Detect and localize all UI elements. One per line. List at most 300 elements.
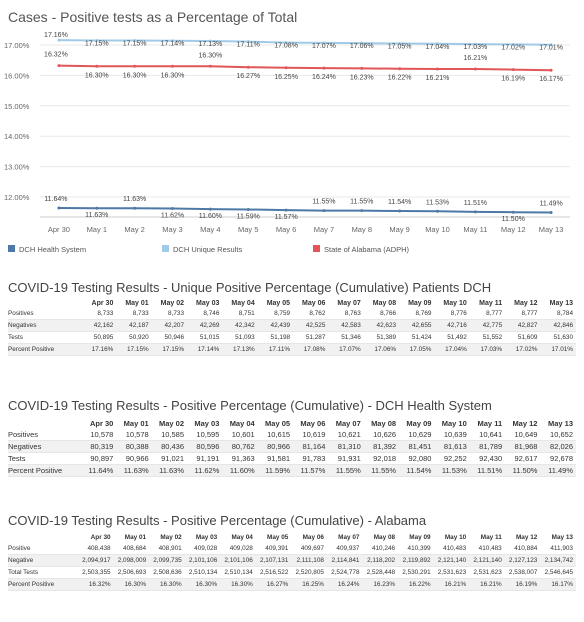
data-point [209, 65, 212, 68]
x-tick-label: May 4 [200, 225, 221, 234]
table-cell: 16.21% [434, 579, 470, 591]
table-cell: 81,392 [364, 441, 399, 453]
row-label: Negatives [8, 441, 81, 453]
table-cell: 8,777 [505, 308, 540, 320]
column-header: May 12 [514, 299, 538, 307]
data-label: 11.53% [425, 199, 450, 207]
table-cell: 51,389 [364, 332, 399, 344]
table-cell: 90,966 [116, 453, 151, 465]
data-label: 17.01% [539, 44, 563, 52]
column-header: May 12 [515, 534, 538, 541]
table-cell: 2,538,007 [505, 567, 541, 579]
table-cell: 8,769 [399, 308, 434, 320]
data-point [171, 207, 174, 210]
table-cell: 91,783 [293, 453, 328, 465]
table-row [8, 543, 576, 555]
data-point [247, 208, 250, 211]
table-cell: 81,310 [328, 441, 363, 453]
data-point [474, 68, 477, 71]
data-point [285, 209, 288, 212]
row-label: Tests [8, 453, 81, 465]
x-tick-label: May 3 [162, 225, 183, 234]
x-tick-label: May 1 [86, 225, 108, 234]
table-cell: 17.03% [470, 344, 505, 356]
x-tick-label: May 9 [389, 225, 410, 234]
table-cell: 17.04% [434, 344, 469, 356]
data-point [360, 67, 363, 70]
data-label: 17.15% [84, 40, 109, 48]
column-header: May 13 [547, 419, 573, 428]
table-cell: 91,581 [258, 453, 293, 465]
column-header: May 08 [372, 299, 397, 307]
data-label: 11.63% [85, 212, 109, 220]
data-point [360, 209, 363, 212]
table-alabama [8, 532, 576, 591]
table-cell: 10,639 [434, 429, 469, 441]
table-row [8, 453, 576, 465]
table-cell: 411,903 [540, 543, 576, 555]
data-label: 16.23% [349, 74, 374, 82]
table-cell: 2,503,355 [78, 567, 114, 579]
table-cell: 11.55% [364, 465, 399, 477]
table-row [8, 579, 576, 591]
series-line-2 [59, 66, 551, 71]
y-tick-label: 17.00% [4, 41, 30, 50]
data-point [550, 211, 553, 214]
x-tick-label: May 13 [538, 225, 564, 234]
table-cell: 10,629 [399, 429, 434, 441]
table-cell: 11.59% [258, 465, 293, 477]
table-cell: 42,716 [434, 320, 469, 332]
data-label: 11.59% [236, 213, 260, 221]
table-cell: 8,746 [187, 308, 222, 320]
data-point [95, 65, 98, 68]
table-cell: 51,609 [505, 332, 540, 344]
data-label: 11.54% [388, 198, 412, 206]
data-point [133, 207, 136, 210]
table-cell: 11.49% [540, 465, 576, 477]
table-cell: 16.30% [185, 579, 221, 591]
table-cell: 409,391 [256, 543, 292, 555]
column-header: Apr 30 [91, 299, 114, 307]
table-cell: 8,766 [364, 308, 399, 320]
data-label: 16.30% [84, 72, 109, 80]
data-point [57, 206, 60, 209]
table-cell: 10,621 [328, 429, 363, 441]
data-label: 17.04% [425, 43, 450, 51]
table-cell: 42,439 [258, 320, 293, 332]
column-header: May 04 [231, 299, 255, 307]
table-cell: 410,884 [505, 543, 541, 555]
table-unique-positive [8, 298, 576, 356]
data-point [322, 67, 325, 70]
table-row [8, 567, 576, 579]
table-cell: 16.21% [469, 579, 505, 591]
x-tick-label: May 12 [500, 225, 526, 234]
table-row [8, 320, 576, 332]
table-cell: 2,510,134 [185, 567, 221, 579]
table-cell: 42,525 [293, 320, 328, 332]
table-cell: 8,763 [328, 308, 363, 320]
table-cell: 42,583 [328, 320, 363, 332]
table-cell: 11.64% [81, 465, 116, 477]
data-label: 16.21% [425, 75, 450, 83]
table-cell: 408,901 [149, 543, 185, 555]
table-cell: 2,520,805 [291, 567, 327, 579]
table-cell: 17.15% [152, 344, 187, 356]
table-cell: 2,127,123 [505, 555, 541, 567]
column-header: May 05 [267, 534, 289, 541]
table-cell: 11.63% [116, 465, 151, 477]
table-cell: 409,697 [291, 543, 327, 555]
legend-swatch [8, 245, 15, 252]
table-cell: 17.11% [258, 344, 293, 356]
table-cell: 42,162 [81, 320, 116, 332]
table-cell: 17.16% [81, 344, 116, 356]
column-header: Apr 30 [90, 419, 114, 428]
table-cell: 16.17% [540, 579, 576, 591]
data-label: 11.51% [463, 199, 487, 207]
table-cell: 92,617 [505, 453, 540, 465]
table-cell: 2,528,448 [363, 567, 399, 579]
table-cell: 2,510,134 [220, 567, 256, 579]
table-cell: 8,733 [116, 308, 151, 320]
y-tick-label: 14.00% [4, 132, 30, 142]
column-header: May 02 [160, 534, 182, 541]
table-cell: 42,846 [540, 320, 576, 332]
table-cell: 10,641 [470, 429, 505, 441]
legend-label: DCH Health System [19, 245, 87, 254]
table-row [8, 332, 576, 344]
column-header: May 10 [444, 534, 467, 541]
table-cell: 409,937 [327, 543, 363, 555]
table-cell: 11.50% [505, 465, 540, 477]
table-row [8, 465, 576, 477]
table-cell: 2,099,735 [149, 555, 185, 567]
table-cell: 91,021 [152, 453, 187, 465]
table-cell: 8,733 [152, 308, 187, 320]
column-header: May 09 [408, 299, 432, 307]
data-point [209, 208, 212, 211]
table-cell: 16.24% [327, 579, 363, 591]
data-label: 17.16% [44, 32, 68, 40]
table-cell: 81,613 [434, 441, 469, 453]
column-header: May 01 [123, 419, 149, 428]
table-cell: 17.02% [505, 344, 540, 356]
table-cell: 2,121,140 [434, 555, 470, 567]
table-cell: 2,516,522 [256, 567, 292, 579]
table-cell: 17.08% [293, 344, 328, 356]
x-tick-label: May 5 [237, 225, 259, 234]
data-label: 16.22% [387, 74, 412, 82]
table-title-alabama: COVID-19 Testing Results - Positive Percentage (Cumulative) - Alabama [8, 513, 427, 528]
table-cell: 90,897 [81, 453, 116, 465]
table-cell: 81,451 [399, 441, 434, 453]
data-label: 11.55% [350, 198, 374, 206]
column-header: May 06 [300, 419, 326, 428]
table-cell: 16.27% [256, 579, 292, 591]
table-cell: 17.14% [187, 344, 222, 356]
column-header: May 01 [124, 534, 147, 541]
table-cell: 8,762 [293, 308, 328, 320]
header-blank [8, 298, 81, 308]
data-label: 16.30% [198, 52, 223, 60]
table-cell: 92,678 [540, 453, 576, 465]
data-point [436, 210, 439, 213]
data-point [512, 68, 515, 71]
data-point [133, 65, 136, 68]
column-header: May 04 [231, 534, 253, 541]
table-cell: 8,784 [540, 308, 576, 320]
series-line-0 [59, 208, 551, 213]
x-tick-label: May 10 [425, 225, 450, 234]
data-label: 16.25% [274, 73, 298, 81]
legend-swatch [162, 245, 169, 252]
table-cell: 17.01% [540, 344, 576, 356]
legend-label: State of Alabama (ADPH) [324, 245, 410, 254]
table-cell: 51,424 [399, 332, 434, 344]
table-cell: 51,346 [328, 332, 363, 344]
table-cell: 16.19% [505, 579, 541, 591]
table-cell: 80,388 [116, 441, 151, 453]
table-cell: 410,399 [398, 543, 434, 555]
column-header: May 03 [196, 299, 220, 307]
table-cell: 10,649 [505, 429, 540, 441]
column-header: May 08 [371, 419, 397, 428]
table-cell: 80,596 [187, 441, 222, 453]
x-tick-label: Apr 30 [47, 225, 70, 234]
data-label: 17.02% [501, 44, 526, 52]
table-cell: 91,191 [187, 453, 222, 465]
table-cell: 17.13% [222, 344, 257, 356]
table-cell: 409,028 [220, 543, 256, 555]
table-cell: 51,287 [293, 332, 328, 344]
column-header: May 02 [160, 299, 185, 307]
table-cell: 10,615 [258, 429, 293, 441]
data-label: 16.30% [122, 72, 147, 80]
table-cell: 2,119,892 [398, 555, 434, 567]
row-label: Negative [8, 555, 78, 567]
column-header: May 12 [512, 419, 538, 428]
row-label: Percent Positive [8, 344, 81, 356]
column-header: May 08 [373, 534, 396, 541]
table-cell: 51,198 [258, 332, 293, 344]
table-cell: 50,895 [81, 332, 116, 344]
column-header: May 13 [551, 534, 573, 541]
table-cell: 80,319 [81, 441, 116, 453]
table-cell: 2,524,778 [327, 567, 363, 579]
column-header: May 05 [265, 419, 291, 428]
table-cell: 408,438 [78, 543, 114, 555]
column-header: May 09 [409, 534, 431, 541]
table-cell: 82,026 [540, 441, 576, 453]
table-cell: 2,118,202 [363, 555, 399, 567]
table-cell: 51,492 [434, 332, 469, 344]
data-point [95, 207, 98, 210]
column-header: May 11 [479, 299, 503, 307]
data-label: 17.13% [198, 41, 223, 49]
x-tick-label: May 11 [463, 225, 488, 234]
data-label: 17.07% [312, 42, 336, 50]
table-cell: 16.23% [363, 579, 399, 591]
table-title-dch: COVID-19 Testing Results - Positive Percentage (Cumulative) - DCH Health System [8, 398, 492, 413]
table-cell: 42,827 [505, 320, 540, 332]
data-label: 16.17% [539, 76, 563, 84]
table-cell: 11.53% [434, 465, 469, 477]
table-cell: 10,578 [116, 429, 151, 441]
row-label: Positives [8, 429, 81, 441]
table-cell: 8,776 [434, 308, 469, 320]
table-cell: 16.32% [78, 579, 114, 591]
column-header: May 10 [443, 299, 467, 307]
table-cell: 2,114,841 [327, 555, 363, 567]
line-chart [0, 0, 584, 262]
column-header: May 10 [441, 419, 467, 428]
column-header: May 09 [406, 419, 432, 428]
table-cell: 91,931 [328, 453, 363, 465]
row-label: Total Tests [8, 567, 78, 579]
y-tick-label: 12.00% [4, 193, 30, 202]
table-row [8, 308, 576, 320]
data-point [550, 69, 553, 72]
table-cell: 8,777 [470, 308, 505, 320]
legend-swatch [313, 245, 320, 252]
data-point [436, 68, 439, 71]
table-row [8, 555, 576, 567]
table-cell: 42,187 [116, 320, 151, 332]
data-point [322, 209, 325, 212]
table-cell: 50,920 [116, 332, 151, 344]
table-cell: 92,252 [434, 453, 469, 465]
data-point [247, 66, 250, 69]
table-cell: 17.05% [399, 344, 434, 356]
table-cell: 16.22% [398, 579, 434, 591]
column-header: May 07 [335, 419, 361, 428]
column-header: May 03 [195, 534, 218, 541]
table-cell: 17.07% [328, 344, 363, 356]
table-cell: 11.54% [399, 465, 434, 477]
table-cell: 11.57% [293, 465, 328, 477]
x-tick-label: May 8 [351, 225, 373, 234]
data-label: 17.05% [387, 43, 412, 51]
table-cell: 2,101,106 [220, 555, 256, 567]
data-label: 16.32% [44, 51, 68, 59]
data-point [171, 65, 174, 68]
data-label: 17.14% [160, 40, 185, 48]
table-cell: 2,508,636 [149, 567, 185, 579]
table-cell: 42,207 [152, 320, 187, 332]
data-label: 16.27% [236, 73, 261, 81]
row-label: Percent Positive [8, 579, 78, 591]
table-cell: 11.55% [328, 465, 363, 477]
column-header: May 07 [338, 534, 360, 541]
table-cell: 410,246 [363, 543, 399, 555]
y-tick-label: 13.00% [4, 162, 30, 172]
data-label: 16.19% [501, 75, 526, 83]
column-header: May 05 [266, 299, 291, 307]
table-cell: 42,269 [187, 320, 222, 332]
data-label: 17.03% [463, 44, 488, 52]
table-cell: 92,430 [470, 453, 505, 465]
table-row [8, 429, 576, 441]
data-label: 16.24% [312, 74, 336, 82]
table-cell: 10,585 [152, 429, 187, 441]
table-cell: 10,626 [364, 429, 399, 441]
column-header: May 11 [477, 419, 503, 428]
column-header: May 06 [302, 299, 326, 307]
column-header: May 13 [549, 299, 573, 307]
table-cell: 16.25% [291, 579, 327, 591]
legend-label: DCH Unique Results [173, 245, 243, 254]
x-tick-label: May 7 [313, 225, 335, 234]
table-cell: 16.30% [220, 579, 256, 591]
data-point [57, 64, 60, 67]
data-point [474, 210, 477, 213]
column-header: May 04 [229, 419, 255, 428]
table-cell: 11.63% [152, 465, 187, 477]
table-cell: 80,966 [258, 441, 293, 453]
data-label: 11.62% [160, 212, 185, 220]
table-cell: 17.15% [116, 344, 151, 356]
table-cell: 80,436 [152, 441, 187, 453]
x-tick-label: May 6 [275, 225, 297, 234]
table-cell: 2,094,917 [78, 555, 114, 567]
data-label: 16.21% [463, 55, 488, 63]
header-blank [8, 532, 78, 543]
table-cell: 50,946 [152, 332, 187, 344]
row-label: Percent Positive [8, 465, 81, 477]
table-cell: 42,655 [399, 320, 434, 332]
table-cell: 51,552 [470, 332, 505, 344]
data-label: 16.30% [160, 72, 185, 80]
table-cell: 10,595 [187, 429, 222, 441]
table-row [8, 344, 576, 356]
table-dch-health-system [8, 418, 576, 477]
table-cell: 17.06% [364, 344, 399, 356]
table-cell: 8,751 [222, 308, 257, 320]
table-cell: 10,619 [293, 429, 328, 441]
table-cell: 51,015 [187, 332, 222, 344]
y-tick-label: 16.00% [4, 71, 30, 81]
data-label: 11.60% [198, 213, 222, 221]
table-cell: 2,111,108 [291, 555, 327, 567]
row-label: Positive [8, 543, 78, 555]
header-blank [8, 418, 81, 429]
data-label: 17.06% [349, 43, 374, 51]
table-cell: 8,733 [81, 308, 116, 320]
row-label: Positives [8, 308, 81, 320]
table-cell: 92,080 [399, 453, 434, 465]
table-cell: 2,546,645 [540, 567, 576, 579]
table-cell: 42,775 [470, 320, 505, 332]
y-tick-label: 15.00% [4, 101, 30, 111]
table-cell: 2,121,140 [469, 555, 505, 567]
data-label: 11.50% [501, 216, 525, 224]
table-cell: 81,968 [505, 441, 540, 453]
table-cell: 51,630 [540, 332, 576, 344]
row-label: Tests [8, 332, 81, 344]
table-title-unique: COVID-19 Testing Results - Unique Positive Percentage (Cumulative) Patients DCH [8, 280, 492, 295]
data-point [285, 66, 288, 69]
data-point [398, 67, 401, 70]
table-cell: 91,363 [222, 453, 257, 465]
table-cell: 80,762 [222, 441, 257, 453]
table-cell: 11.60% [222, 465, 257, 477]
data-label: 17.08% [274, 42, 298, 50]
column-header: May 02 [159, 419, 185, 428]
data-label: 17.11% [236, 41, 260, 49]
table-cell: 2,531,623 [469, 567, 505, 579]
